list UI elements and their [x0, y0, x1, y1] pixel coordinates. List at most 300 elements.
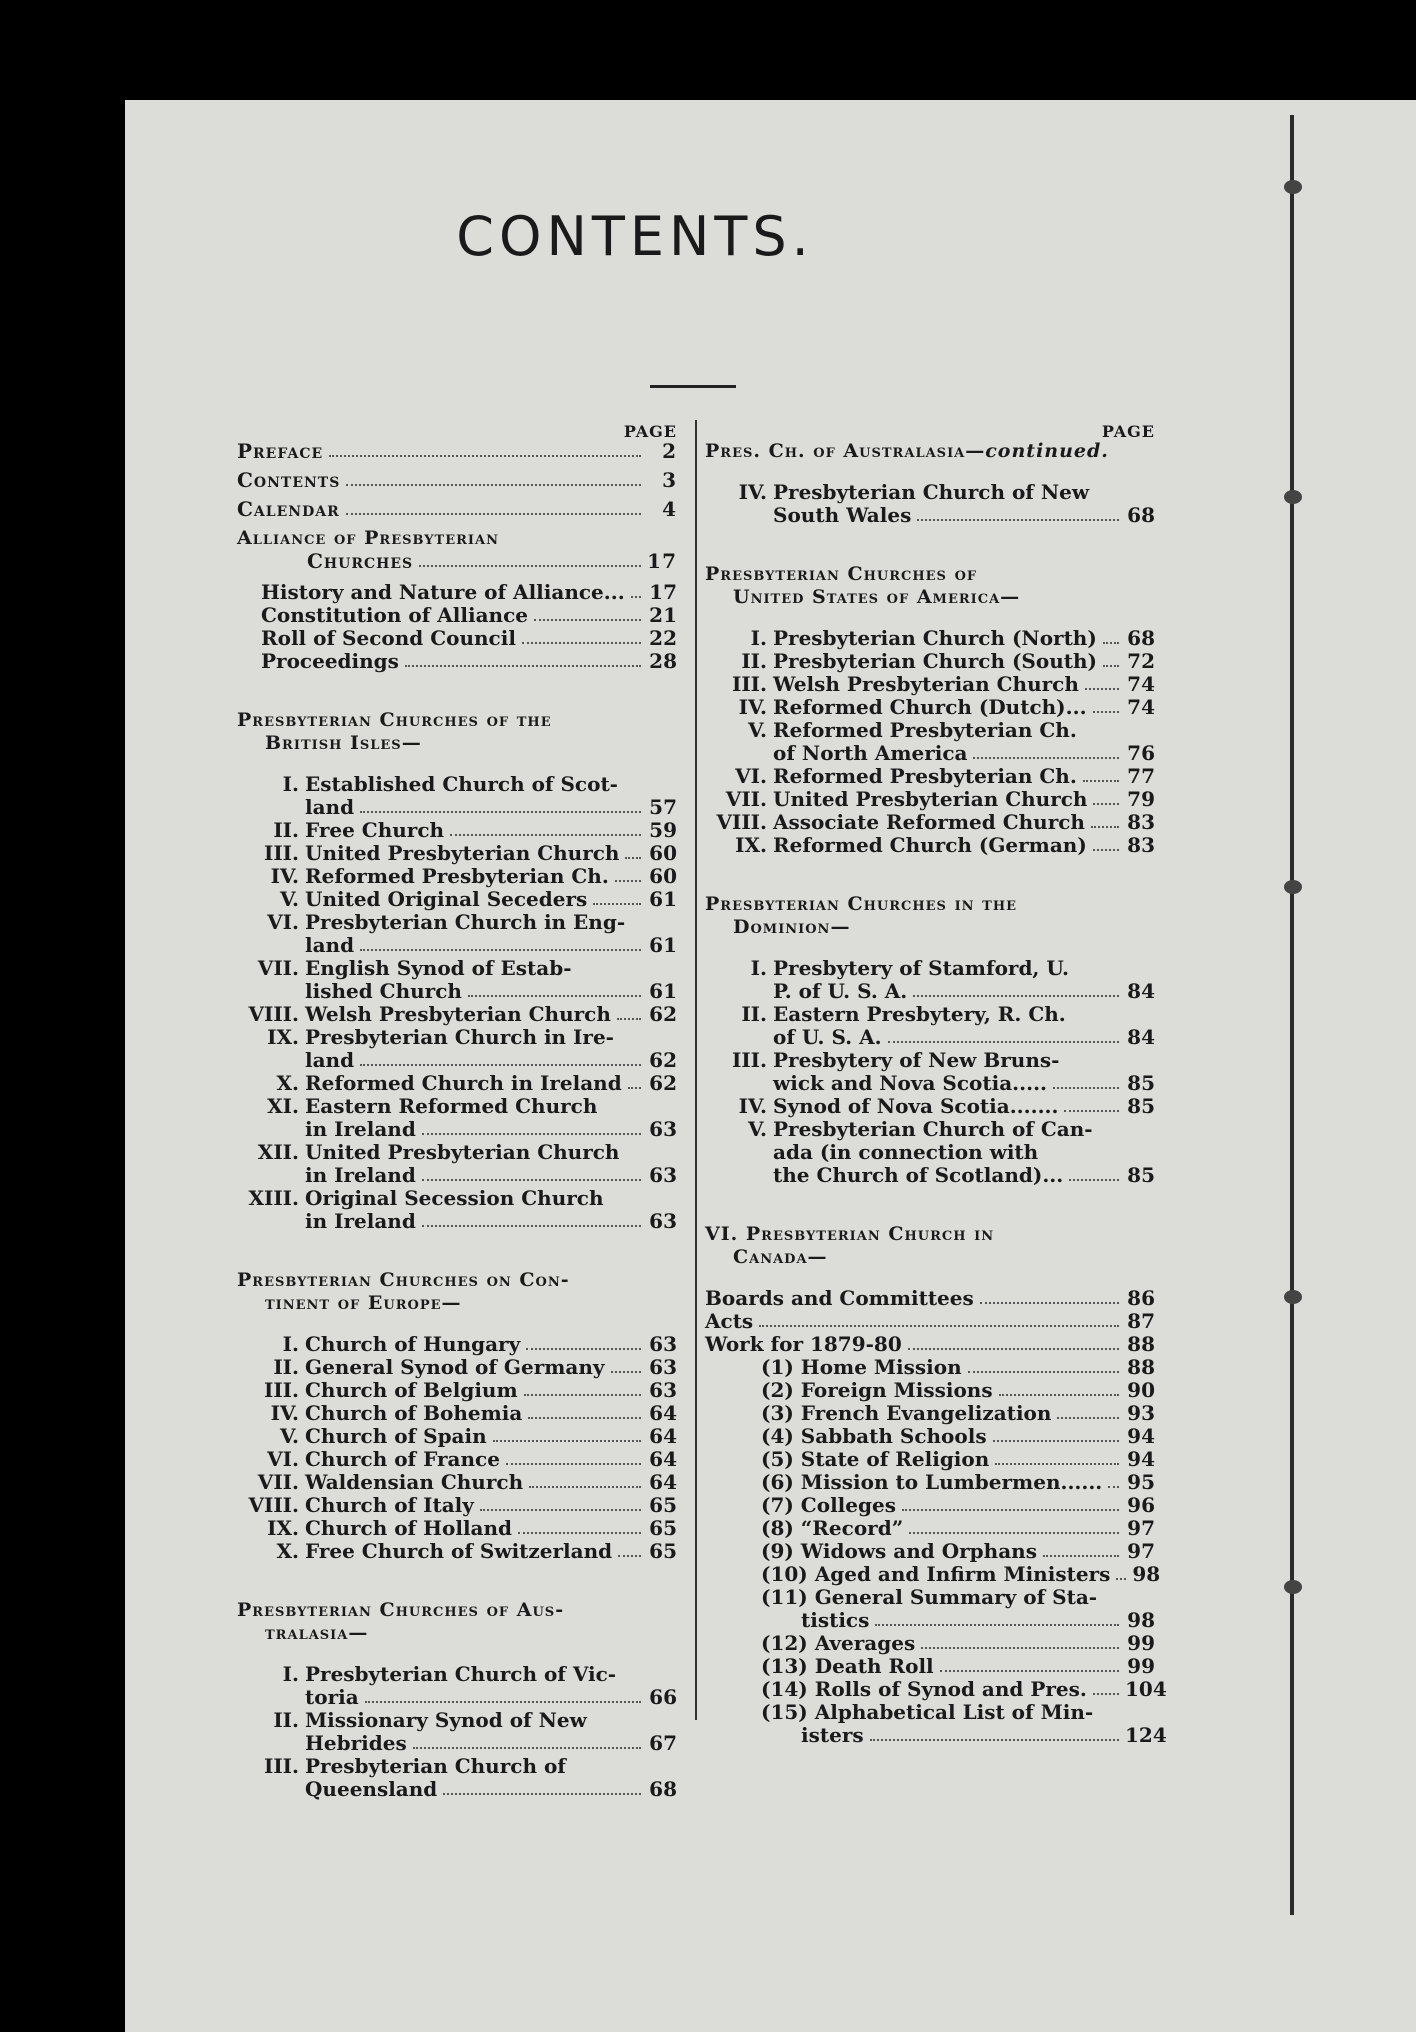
page-number: 61 [649, 933, 677, 957]
toc-entry [705, 1095, 1155, 1118]
entry-line [705, 1049, 1155, 1072]
toc-entry [705, 1632, 1155, 1655]
entry-text: (6) Mission to Lumbermen...... [761, 1470, 1103, 1494]
page-number: 63 [649, 1378, 677, 1402]
entry-line [237, 1755, 677, 1778]
page-number: 74 [1127, 695, 1155, 719]
australasia-heading: Presbyterian Churches of Aus- [237, 1599, 565, 1621]
page-number: 85 [1127, 1071, 1155, 1095]
entry-text: Presbytery of New Bruns- [773, 1048, 1060, 1072]
leader-dots [593, 903, 641, 905]
entry-text: toria [305, 1685, 359, 1709]
entry-text: Calendar [237, 497, 340, 521]
entry-numeral: VI. [267, 1447, 299, 1471]
toc-entry [705, 1333, 1155, 1356]
page-number: 21 [649, 603, 677, 627]
page-number: 99 [1127, 1631, 1155, 1655]
page-number: 65 [649, 1493, 677, 1517]
entry-text: Acts [705, 1309, 754, 1333]
entry-line [705, 1141, 1155, 1164]
page-number: 68 [1127, 503, 1155, 527]
toc-entry [705, 811, 1155, 834]
page-number: 22 [649, 626, 677, 650]
leader-dots [528, 1417, 641, 1419]
toc-entry [237, 1003, 677, 1026]
spacer [705, 463, 1155, 481]
leader-dots [921, 1647, 1119, 1649]
toc-entry [705, 1540, 1155, 1563]
toc-entry [705, 1562, 1161, 1586]
toc-entry [705, 650, 1155, 673]
entry-text: III. Church of Belgium [237, 1379, 518, 1402]
leader-dots [468, 995, 641, 997]
leader-dots [346, 484, 641, 486]
toc-entry [705, 1517, 1155, 1540]
entry-text: in Ireland [305, 1117, 416, 1141]
leader-dots [360, 811, 641, 813]
europe-heading-cont: tinent of Europe— [265, 1292, 462, 1314]
toc-entry [705, 1072, 1155, 1095]
entry-text: History and Nature of Alliance... [261, 580, 625, 604]
entry-line [237, 1663, 677, 1686]
leader-dots [1069, 1179, 1119, 1181]
entry-text: I. Church of Hungary [237, 1333, 520, 1356]
toc-entry [237, 1425, 677, 1448]
page-column-label: PAGE [623, 422, 677, 441]
toc-entry [237, 1517, 677, 1540]
entry-line [705, 957, 1155, 980]
leader-dots [1083, 780, 1119, 782]
entry-text: Roll of Second Council [261, 626, 516, 650]
entry-numeral: III. [263, 1378, 299, 1402]
leader-dots [611, 1371, 641, 1373]
leader-dots [422, 1179, 641, 1181]
page-number: 74 [1127, 672, 1155, 696]
entry-text: Constitution of Alliance [261, 603, 528, 627]
toc-entry [237, 650, 677, 673]
page-number: 68 [1127, 626, 1155, 650]
page-number: 94 [1127, 1424, 1155, 1448]
continued-label: continued. [985, 440, 1109, 462]
leader-dots [360, 1064, 641, 1066]
entry-text: II. Presbyterian Church (South) [705, 650, 1097, 673]
page-number: 64 [649, 1401, 677, 1425]
leader-dots [493, 1440, 641, 1442]
spacer [705, 1187, 1155, 1205]
page-number: 63 [649, 1117, 677, 1141]
leader-dots [1093, 803, 1119, 805]
entry-text: land [305, 1048, 355, 1072]
leader-dots [1091, 826, 1119, 828]
binding-threads [1270, 180, 1320, 1680]
toc-entry [237, 1356, 677, 1379]
leader-dots [450, 834, 641, 836]
canada-heading-cont: Canada— [733, 1246, 828, 1268]
toc-entry [705, 1448, 1155, 1471]
page-number: 98 [1127, 1608, 1155, 1632]
entry-numeral: IV. [270, 1401, 299, 1425]
entry-text: (9) Widows and Orphans [761, 1539, 1037, 1563]
dominion-heading: Presbyterian Churches in the [705, 893, 1018, 915]
leader-dots [999, 1394, 1119, 1396]
entry-text: (1) Home Mission [761, 1355, 962, 1379]
spacer [705, 1205, 1155, 1223]
entry-line [705, 1003, 1155, 1026]
entry-line [237, 1026, 677, 1049]
entry-text: land [305, 795, 355, 819]
toc-entry [237, 1379, 677, 1402]
leader-dots [888, 1041, 1119, 1043]
toc-entry [705, 1609, 1155, 1632]
british-isles-heading-cont: British Isles— [265, 732, 422, 754]
page-number: 98 [1132, 1562, 1161, 1586]
toc-entry [705, 1310, 1155, 1333]
entry-numeral: X. [276, 1071, 299, 1095]
entry-numeral: IV. [738, 695, 767, 719]
toc-entry [237, 1210, 677, 1233]
entry-numeral: XIII. [248, 1186, 299, 1210]
entry-numeral: XI. [267, 1094, 299, 1118]
toc-entry [705, 1026, 1155, 1049]
toc-entry [237, 469, 677, 492]
leader-dots [1093, 711, 1119, 713]
leader-dots [1053, 1087, 1119, 1089]
entry-text: Original Secession Church [305, 1186, 604, 1210]
leader-dots [759, 1325, 1119, 1327]
page-number: 17 [649, 580, 677, 604]
leader-dots [1108, 1486, 1119, 1488]
toc-entry [705, 1723, 1167, 1747]
entry-numeral: VI. [735, 764, 767, 788]
entry-text: (10) Aged and Infirm Ministers [761, 1562, 1111, 1586]
leader-dots [625, 857, 641, 859]
leader-dots [628, 1087, 641, 1089]
toc-entry [237, 1164, 677, 1187]
spacer [237, 1233, 677, 1251]
leader-dots [518, 1532, 641, 1534]
entry-text: (5) State of Religion [761, 1447, 990, 1471]
toc-entry [705, 1655, 1155, 1678]
toc-entry [237, 1402, 677, 1425]
entry-text: (4) Sabbath Schools [761, 1424, 987, 1448]
page-number: 4 [662, 497, 677, 521]
leader-dots [526, 1348, 641, 1350]
entry-text: IV. Synod of Nova Scotia....... [705, 1095, 1058, 1118]
entry-text: VIII. Associate Reformed Church [705, 811, 1085, 834]
entry-numeral: V. [748, 1117, 767, 1141]
canada-heading: VI. Presbyterian Church in [705, 1223, 995, 1245]
leader-dots [1093, 849, 1119, 851]
leader-dots [346, 513, 641, 515]
entry-numeral: I. [750, 956, 767, 980]
page-number: 66 [649, 1685, 677, 1709]
page-number: 2 [662, 439, 677, 463]
page-number: 97 [1127, 1539, 1155, 1563]
entry-text: Queensland [305, 1777, 438, 1801]
leader-dots [1093, 1693, 1119, 1695]
page-number: 88 [1127, 1332, 1155, 1356]
entry-numeral: IV. [738, 480, 767, 504]
toc-entry [237, 819, 677, 842]
entry-text: IX. Reformed Church (German) [705, 834, 1087, 857]
entry-text: Presbyterian Church of Vic- [305, 1662, 617, 1686]
spacer [237, 755, 677, 773]
column-divider [695, 420, 697, 1720]
page-number: 96 [1127, 1493, 1155, 1517]
leader-dots [1057, 1417, 1119, 1419]
spacer [705, 1269, 1155, 1287]
right-column [705, 420, 1167, 1747]
leader-dots [1085, 688, 1119, 690]
toc-entry [705, 1494, 1155, 1517]
page-number: 64 [649, 1447, 677, 1471]
entry-text: Proceedings [261, 649, 399, 673]
entry-text: Presbyterian Church in Eng- [305, 910, 626, 934]
entry-text: I. Presbyterian Church (North) [705, 627, 1097, 650]
toc-entry [705, 1677, 1167, 1701]
toc-entry [237, 581, 677, 604]
leader-dots [968, 1371, 1119, 1373]
toc-entry [237, 1686, 677, 1709]
entry-text: Churches [307, 549, 414, 573]
toc-entry [705, 742, 1155, 765]
entry-text: IV. Reformed Presbyterian Ch. [237, 865, 609, 888]
page-number: 90 [1127, 1378, 1155, 1402]
toc-entry [705, 1425, 1155, 1448]
leader-dots [908, 1348, 1119, 1350]
entry-numeral: VIII. [248, 1002, 299, 1026]
spacer [237, 1251, 677, 1269]
leader-dots [973, 757, 1119, 759]
page-number: 85 [1127, 1094, 1155, 1118]
page-number: 83 [1127, 810, 1155, 834]
toc-entry [705, 788, 1155, 811]
entry-text: tistics [801, 1608, 870, 1632]
toc-entry [237, 1471, 677, 1494]
toc-entry [237, 440, 677, 463]
page-number: 124 [1125, 1723, 1167, 1747]
leader-dots [422, 1133, 641, 1135]
british-isles-heading: Presbyterian Churches of the [237, 709, 552, 731]
entry-text: Presbyterian Church of [305, 1754, 566, 1778]
page-number: 64 [649, 1424, 677, 1448]
entry-text: P. of U. S. A. [773, 979, 908, 1003]
page-number: 17 [647, 549, 677, 573]
entry-numeral: III. [263, 841, 299, 865]
toc-entry [237, 796, 677, 819]
page-number: 76 [1127, 741, 1155, 765]
entry-text: V. United Original Seceders [237, 888, 587, 911]
heading-text: Pres. Ch. of Australasia— [705, 440, 986, 462]
page-number: 99 [1127, 1654, 1155, 1678]
leader-dots [615, 880, 641, 882]
page-number: 79 [1127, 787, 1155, 811]
leader-dots [534, 619, 641, 621]
entry-text: English Synod of Estab- [305, 956, 572, 980]
spacer [705, 527, 1155, 545]
page-number: 97 [1127, 1516, 1155, 1540]
entry-numeral: III. [263, 1754, 299, 1778]
entry-text: lished Church [305, 979, 462, 1003]
entry-text: isters [801, 1723, 864, 1747]
page-number: 63 [649, 1209, 677, 1233]
toc-entry [705, 1356, 1155, 1379]
toc-entry [237, 1049, 677, 1072]
toc-entry [705, 980, 1155, 1003]
entry-line [237, 1095, 677, 1118]
entry-numeral: V. [280, 1424, 299, 1448]
entry-line [237, 773, 677, 796]
spacer [705, 875, 1155, 893]
leader-dots [365, 1701, 641, 1703]
spacer [237, 691, 677, 709]
entry-numeral: II. [741, 649, 767, 673]
entry-text: Hebrides [305, 1731, 407, 1755]
entry-numeral: IX. [267, 1516, 299, 1540]
leader-dots [1116, 1578, 1126, 1580]
leader-dots [413, 1747, 641, 1749]
page-number: 64 [649, 1470, 677, 1494]
leader-dots [1043, 1555, 1119, 1557]
spacer [705, 857, 1155, 875]
toc-entry [237, 842, 677, 865]
entry-text: Missionary Synod of New [305, 1708, 587, 1732]
entry-text: wick and Nova Scotia..... [773, 1071, 1047, 1095]
leader-dots [329, 455, 641, 457]
page-number: 62 [649, 1048, 677, 1072]
entry-numeral: V. [748, 718, 767, 742]
toc-entry [705, 1379, 1155, 1402]
entry-text: South Wales [773, 503, 912, 527]
entry-numeral: III. [731, 1048, 767, 1072]
entry-text: V. Church of Spain [237, 1425, 487, 1448]
entry-text: Boards and Committees [705, 1286, 974, 1310]
entry-numeral: VIII. [248, 1493, 299, 1517]
page-number: 62 [649, 1002, 677, 1026]
leader-dots [419, 565, 641, 567]
toc-entry [705, 834, 1155, 857]
page-number: 63 [649, 1163, 677, 1187]
entry-numeral: IV. [738, 1094, 767, 1118]
page-number: 104 [1125, 1677, 1167, 1701]
entry-numeral: XII. [257, 1140, 299, 1164]
page-number: 60 [649, 864, 677, 888]
page-number: 72 [1127, 649, 1155, 673]
entry-text: Reformed Presbyterian Ch. [773, 718, 1077, 742]
toc-entry [705, 627, 1155, 650]
entry-line [705, 481, 1155, 504]
toc-entry [705, 1164, 1155, 1187]
entry-numeral: I. [750, 626, 767, 650]
entry-text: X. Reformed Church in Ireland [237, 1072, 622, 1095]
toc-entry [237, 888, 677, 911]
entry-text: the Church of Scotland)... [773, 1163, 1064, 1187]
dominion-heading-cont: Dominion— [733, 916, 851, 938]
leader-dots [1064, 1110, 1119, 1112]
spacer [237, 673, 677, 691]
australasia-continued-heading [705, 440, 1155, 463]
page-title: CONTENTS. [456, 205, 814, 268]
entry-numeral: II. [273, 1708, 299, 1732]
entry-text: Presbyterian Church of New [773, 480, 1090, 504]
entry-line: (11) General Summary of Sta- [761, 1585, 1098, 1609]
leader-dots [443, 1793, 641, 1795]
entry-line: (15) Alphabetical List of Min- [761, 1700, 1094, 1724]
title-rule [650, 385, 736, 388]
entry-text: X. Free Church of Switzerland [237, 1540, 612, 1563]
spacer [705, 545, 1155, 563]
entry-text: Contents [237, 468, 341, 492]
toc-entry [237, 1540, 677, 1563]
entry-numeral: VIII. [716, 810, 767, 834]
page-number: 57 [649, 795, 677, 819]
entry-text: VII. Waldensian Church [237, 1471, 523, 1494]
toc-entry [237, 498, 677, 521]
entry-numeral: IX. [735, 833, 767, 857]
toc-entry [705, 1471, 1155, 1494]
leader-dots [913, 995, 1119, 997]
entry-text: of North America [773, 741, 968, 765]
page-number: 63 [649, 1355, 677, 1379]
left-column [237, 420, 677, 1801]
entry-text: Established Church of Scot- [305, 772, 618, 796]
entry-text: land [305, 933, 355, 957]
entry-numeral: II. [741, 1002, 767, 1026]
page-number: 88 [1127, 1355, 1155, 1379]
leader-dots [524, 1394, 641, 1396]
entry-text: II. General Synod of Germany [237, 1356, 605, 1379]
alliance-heading: Alliance of Presbyterian [237, 527, 499, 549]
australasia-heading-cont: tralasia— [265, 1622, 369, 1644]
leader-dots [506, 1463, 641, 1465]
page-number: 65 [649, 1516, 677, 1540]
toc-entry [705, 1402, 1155, 1425]
entry-numeral: VI. [267, 910, 299, 934]
entry-line [237, 1187, 677, 1210]
entry-numeral: VII. [257, 1470, 299, 1494]
page-number: 28 [649, 649, 677, 673]
leader-dots [631, 596, 641, 598]
spacer [237, 1645, 677, 1663]
leader-dots [1103, 642, 1119, 644]
entry-text: IX. Church of Holland [237, 1517, 512, 1540]
entry-text: (3) French Evangelization [761, 1401, 1052, 1425]
leader-dots [875, 1624, 1119, 1626]
entry-text: VII. United Presbyterian Church [705, 788, 1087, 811]
toc-entry [705, 1287, 1155, 1310]
page-number: 61 [649, 887, 677, 911]
toc-entry [237, 934, 677, 957]
page-number: 61 [649, 979, 677, 1003]
entry-numeral: V. [280, 887, 299, 911]
entry-numeral: X. [276, 1539, 299, 1563]
entry-numeral: VII. [257, 956, 299, 980]
page-number: 68 [649, 1777, 677, 1801]
entry-text: IV. Reformed Church (Dutch)... [705, 696, 1087, 719]
entry-numeral: VII. [725, 787, 767, 811]
entry-text: in Ireland [305, 1209, 416, 1233]
page-number: 62 [649, 1071, 677, 1095]
toc-entry [705, 765, 1155, 788]
europe-heading: Presbyterian Churches on Con- [237, 1269, 570, 1291]
entry-line [237, 1709, 677, 1732]
entry-text: of U. S. A. [773, 1025, 882, 1049]
leader-dots [980, 1302, 1119, 1304]
toc-entry [237, 1072, 677, 1095]
entry-text: Eastern Presbytery, R. Ch. [773, 1002, 1066, 1026]
leader-dots [870, 1739, 1119, 1741]
entry-text: Presbyterian Church in Ire- [305, 1025, 614, 1049]
